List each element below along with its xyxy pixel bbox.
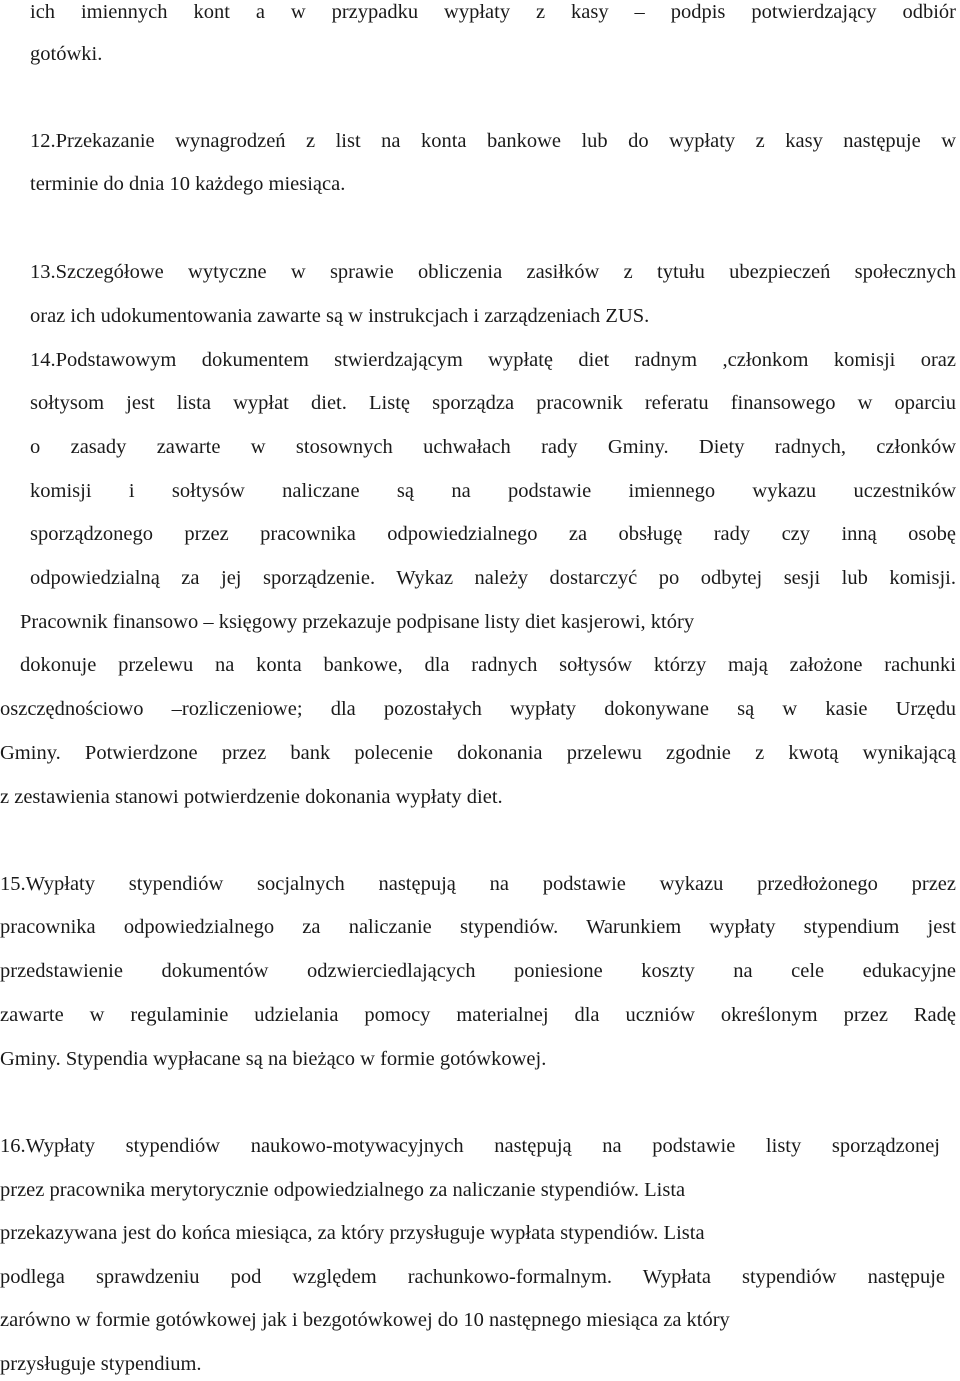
text-line: 13.Szczegółowe wytyczne w sprawie obliczenia zasiłków z tytułu ubezpieczeń społecznych — [30, 261, 956, 283]
text-line: oraz ich udokumentowania zawarte są w instrukcjach i zarządzeniach ZUS. — [30, 305, 650, 327]
text-line: terminie do dnia 10 każdego miesiąca. — [30, 173, 346, 195]
text-line: zarówno w formie gotówkowej jak i bezgotówkowej do 10 następnego miesiąca za który — [0, 1309, 730, 1331]
text-line: z zestawienia stanowi potwierdzenie dokonania wypłaty diet. — [0, 786, 503, 808]
text-line: przekazywana jest do końca miesiąca, za który przysługuje wypłata stypendiów. Lista — [0, 1222, 705, 1244]
text-line: ich imiennych kont a w przypadku wypłaty z kasy – podpis potwierdzający odbiór — [30, 1, 956, 23]
text-line: sporządzonego przez pracownika odpowiedzialnego za obsługę rady czy inną osobę — [30, 523, 956, 545]
text-line: Gminy. Stypendia wypłacane są na bieżąco w formie gotówkowej. — [0, 1048, 547, 1070]
text-line: podlega sprawdzeniu pod względem rachunkowo-formalnym. Wypłata stypendiów następuje — [0, 1266, 945, 1288]
text-line: dokonuje przelewu na konta bankowe, dla radnych sołtysów którzy mają założone rachunki — [20, 654, 956, 676]
text-line: odpowiedzialną za jej sporządzenie. Wykaz należy dostarczyć po odbytej sesji lub komisji. — [30, 567, 956, 589]
text-line: przedstawienie dokumentów odzwierciedlających poniesione koszty na cele edukacyjne — [0, 960, 956, 982]
text-line: Pracownik finansowo – księgowy przekazuje podpisane listy diet kasjerowi, który — [20, 611, 695, 633]
text-line: sołtysom jest lista wypłat diet. Listę sporządza pracownik referatu finansowego w oparciu — [30, 392, 956, 414]
text-line: przysługuje stypendium. — [0, 1353, 202, 1375]
text-line: 15.Wypłaty stypendiów socjalnych następują na podstawie wykazu przedłożonego przez — [0, 873, 956, 895]
text-line: oszczędnościowo –rozliczeniowe; dla pozostałych wypłaty dokonywane są w kasie Urzędu — [0, 698, 956, 720]
text-line: przez pracownika merytorycznie odpowiedzialnego za naliczanie stypendiów. Lista — [0, 1179, 686, 1201]
text-line: gotówki. — [30, 43, 103, 65]
text-line: komisji i sołtysów naliczane są na podstawie imiennego wykazu uczestników — [30, 480, 956, 502]
text-line: zawarte w regulaminie udzielania pomocy materialnej dla uczniów określonym przez Radę — [0, 1004, 956, 1026]
text-line: o zasady zawarte w stosownych uchwałach rady Gminy. Diety radnych, członków — [30, 436, 956, 458]
text-line: pracownika odpowiedzialnego za naliczanie stypendiów. Warunkiem wypłaty stypendium jest — [0, 916, 956, 938]
text-line: 16.Wypłaty stypendiów naukowo-motywacyjnych następują na podstawie listy sporządzonej — [0, 1135, 940, 1157]
text-line: 12.Przekazanie wynagrodzeń z list na konta bankowe lub do wypłaty z kasy następuje w — [30, 130, 956, 152]
text-line: Gminy. Potwierdzone przez bank polecenie dokonania przelewu zgodnie z kwotą wynikającą — [0, 742, 956, 764]
text-line: 14.Podstawowym dokumentem stwierdzającym wypłatę diet radnym ,członkom komisji oraz — [30, 349, 956, 371]
